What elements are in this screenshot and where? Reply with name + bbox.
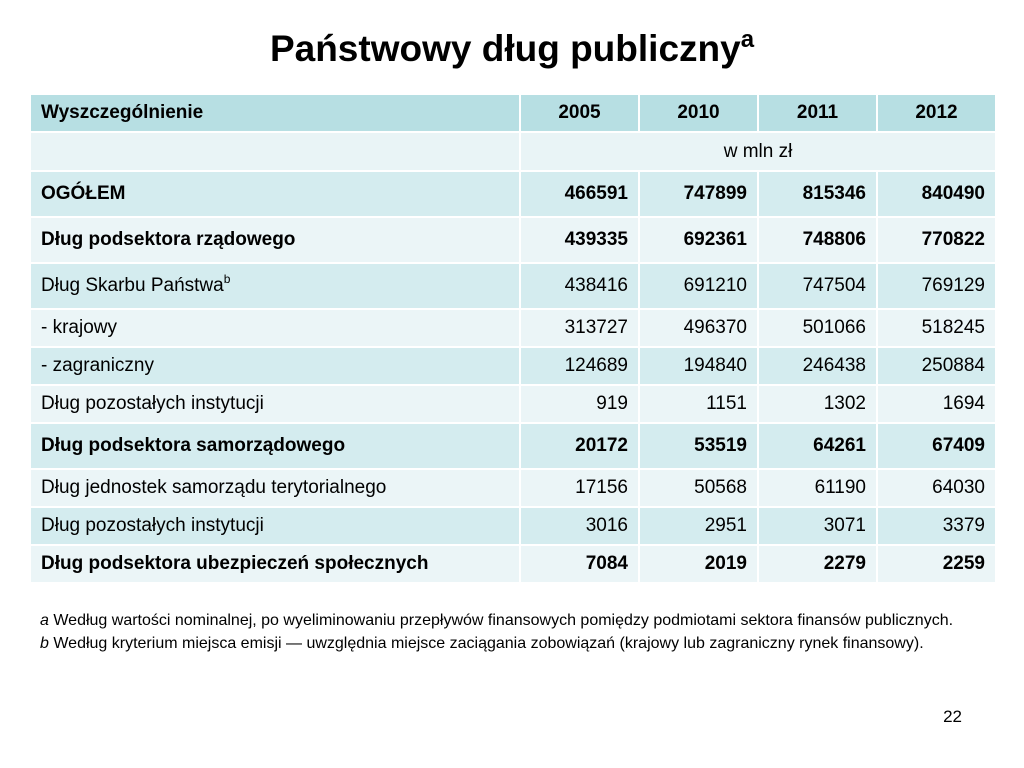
table-row [30,385,996,423]
footnote-a-marker: a [40,612,49,629]
footnote-b [40,632,985,655]
header-cell-year: 2010 [639,94,758,132]
table-row [30,545,996,583]
unit-label: w mln zł [520,132,996,171]
header-cell-year: 2012 [877,94,996,132]
table-unit-row [30,132,996,171]
value-cell: 3071 [758,507,877,545]
row-label-footnote-marker: b [223,272,231,286]
value-cell: 919 [520,385,639,423]
row-label-text: Dług jednostek samorządu terytorialnego [41,477,387,498]
footnote-b-text: Według kryterium miejsca emisji — uwzględnia miejsce zaciągania zobowiązań (krajowy lub zagraniczny rynek finansowy). [48,635,924,652]
footnote-b-marker: b [40,635,49,652]
header-cell-year: 2011 [758,94,877,132]
row-label-text: - zagraniczny [41,355,154,376]
row-label [30,171,520,217]
row-label [30,507,520,545]
value-cell: 3016 [520,507,639,545]
row-label [30,309,520,347]
table-row [30,309,996,347]
table-row [30,469,996,507]
value-cell: 67409 [877,423,996,469]
slide-title [0,28,1024,70]
row-label [30,423,520,469]
row-label-text: Dług Skarbu Państwa [41,275,224,296]
value-cell: 1694 [877,385,996,423]
table-row [30,507,996,545]
value-cell: 770822 [877,217,996,263]
table-row [30,171,996,217]
public-debt-table [29,93,997,584]
row-label-text: OGÓŁEM [41,183,126,204]
footnote-a [40,609,985,632]
row-label [30,385,520,423]
slide-title-text: Państwowy dług publiczny [269,28,741,69]
row-label-text: Dług pozostałych instytucji [41,393,264,414]
value-cell: 53519 [639,423,758,469]
value-cell: 747504 [758,263,877,309]
value-cell: 692361 [639,217,758,263]
row-label-text: Dług podsektora ubezpieczeń społecznych [41,553,429,574]
value-cell: 748806 [758,217,877,263]
value-cell: 518245 [877,309,996,347]
row-label-text: Dług podsektora rządowego [41,229,296,250]
value-cell: 64030 [877,469,996,507]
value-cell: 246438 [758,347,877,385]
value-cell: 496370 [639,309,758,347]
value-cell: 439335 [520,217,639,263]
value-cell: 64261 [758,423,877,469]
row-label [30,217,520,263]
table-row [30,423,996,469]
value-cell: 466591 [520,171,639,217]
row-label [30,347,520,385]
table-row [30,263,996,309]
value-cell: 438416 [520,263,639,309]
value-cell: 691210 [639,263,758,309]
footnote-a-text: Według wartości nominalnej, po wyeliminowaniu przepływów finansowych pomiędzy podmiotami sektora finansów publicznych. [48,612,954,629]
value-cell: 501066 [758,309,877,347]
value-cell: 250884 [877,347,996,385]
table-row [30,347,996,385]
value-cell: 747899 [639,171,758,217]
header-cell-year: 2005 [520,94,639,132]
row-label [30,469,520,507]
value-cell: 313727 [520,309,639,347]
value-cell: 2951 [639,507,758,545]
value-cell: 50568 [639,469,758,507]
row-label [30,263,520,309]
footnotes [40,609,985,655]
value-cell: 3379 [877,507,996,545]
table-row [30,217,996,263]
value-cell: 7084 [520,545,639,583]
value-cell: 20172 [520,423,639,469]
row-label-text: Dług podsektora samorządowego [41,435,346,456]
value-cell: 2019 [639,545,758,583]
value-cell: 61190 [758,469,877,507]
value-cell: 2259 [877,545,996,583]
unit-row-empty-cell [30,132,520,171]
value-cell: 124689 [520,347,639,385]
value-cell: 815346 [758,171,877,217]
row-label [30,545,520,583]
row-label-text: - krajowy [41,317,118,338]
value-cell: 17156 [520,469,639,507]
page-number: 22 [943,707,962,726]
value-cell: 769129 [877,263,996,309]
value-cell: 1151 [639,385,758,423]
header-cell-label: Wyszczególnienie [30,94,520,132]
value-cell: 1302 [758,385,877,423]
value-cell: 840490 [877,171,996,217]
row-label-text: Dług pozostałych instytucji [41,515,264,536]
slide-title-footnote-marker: a [740,26,755,53]
value-cell: 2279 [758,545,877,583]
table-header-row [30,94,996,132]
value-cell: 194840 [639,347,758,385]
